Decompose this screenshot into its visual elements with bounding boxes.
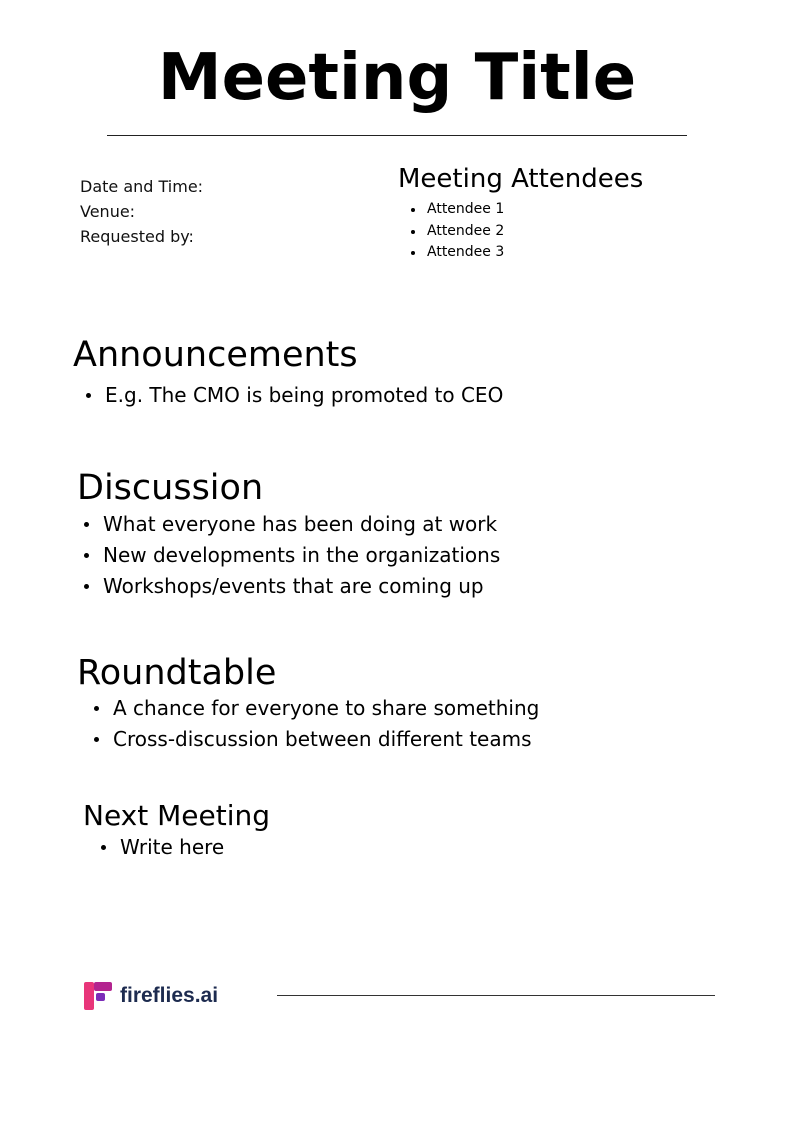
attendee-item: Attendee 3 — [427, 242, 504, 264]
fireflies-logo-icon — [84, 982, 112, 1010]
requested-by-label: Requested by: — [80, 227, 194, 246]
announcements-list — [105, 380, 503, 411]
discussion-item: What everyone has been doing at work — [103, 509, 500, 540]
meeting-info — [80, 174, 203, 249]
title-divider — [107, 135, 687, 136]
discussion-item: Workshops/events that are coming up — [103, 571, 500, 602]
discussion-heading: Discussion — [77, 468, 264, 508]
roundtable-heading: Roundtable — [77, 653, 277, 693]
attendee-item: Attendee 2 — [427, 221, 504, 243]
roundtable-list — [113, 693, 539, 755]
attendees-list — [427, 199, 504, 264]
attendee-item: Attendee 1 — [427, 199, 504, 221]
roundtable-item: A chance for everyone to share something — [113, 693, 539, 724]
attendees-heading: Meeting Attendees — [398, 164, 644, 194]
page-title: Meeting Title — [157, 41, 637, 115]
discussion-list — [103, 509, 500, 602]
discussion-item: New developments in the organizations — [103, 540, 500, 571]
announcement-item: E.g. The CMO is being promoted to CEO — [105, 380, 503, 411]
fireflies-logo — [84, 982, 218, 1010]
roundtable-item: Cross-discussion between different teams — [113, 724, 539, 755]
next-meeting-item: Write here — [120, 832, 224, 863]
announcements-heading: Announcements — [73, 335, 358, 375]
fireflies-logo-text: fireflies.ai — [120, 984, 219, 1007]
next-meeting-heading: Next Meeting — [83, 799, 271, 832]
venue-label: Venue: — [80, 202, 136, 221]
date-time-label: Date and Time: — [80, 177, 204, 196]
next-meeting-list — [120, 832, 224, 863]
footer-divider — [277, 995, 715, 996]
